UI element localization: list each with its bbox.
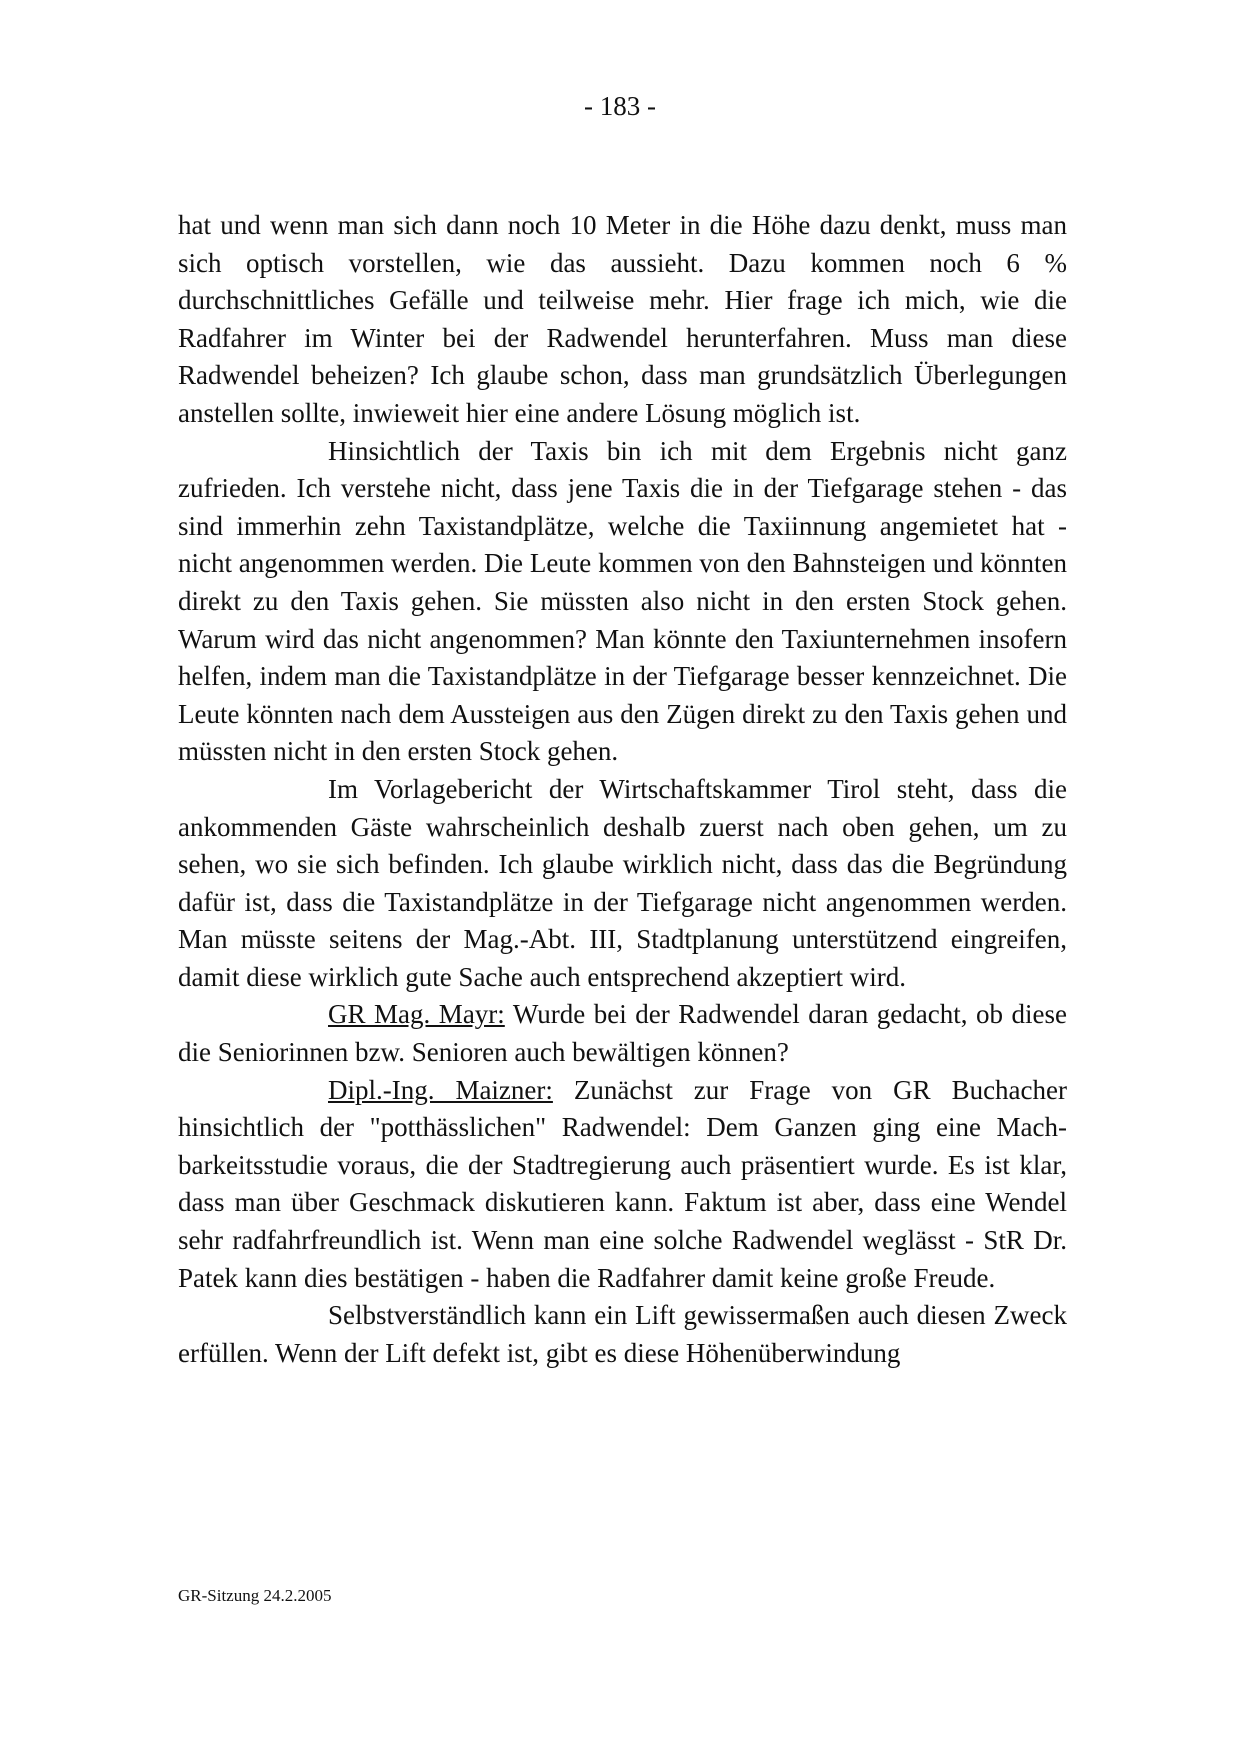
paragraph-maizner (178, 1072, 1067, 1298)
paragraph-lift: Selbstverständlich kann ein Lift gewissermaßen auch diesen Zweck erfüllen. Wenn der Lift defekt ist, gibt es diese Höhenüberwindung (178, 1300, 1067, 1368)
paragraph-continuation: hat und wenn man sich dann noch 10 Meter in die Höhe dazu denkt, muss man sich optisch vorstellen, wie das aussieht. Dazu kommen noch 6 % durchschnittliches Gefälle und teilweise mehr. Hier frage ich mich, wie die Radfahrer im Winter bei der Radwendel herunterfahren. Muss man diese Radwendel beheizen? Ich glaube schon, dass man grundsätzlich Überlegungen anstellen sollte, inwieweit hier eine andere Lösung möglich ist. (178, 210, 1067, 428)
document-body (178, 207, 1067, 1372)
page-number: - 183 - (584, 91, 656, 121)
paragraph-wirtschaftskammer: Im Vorlagebericht der Wirtschaftskammer Tirol steht, dass die ankommenden Gäste wahrscheinlich deshalb zuerst nach oben gehen, um zu sehen, wo sie sich befinden. Ich glaube wirklich nicht, dass das die Begründung dafür ist, dass die Taxistandplätze in der Tiefgarage nicht angenommen werden. Man müsste seitens der Mag.-Abt. III, Stadtplanung unterstützend eingreifen, damit diese wirklich gute Sache auch entsprechend akzeptiert wird. (178, 773, 1067, 992)
footer-session-label: GR-Sitzung 24.2.2005 (178, 1586, 332, 1605)
paragraph-taxis: Hinsichtlich der Taxis bin ich mit dem Ergebnis nicht ganz zufrieden. Ich verstehe nicht, dass jene Taxis die in der Tiefgarage stehen - das sind immerhin zehn Taxistandplätze, welche die Taxiinnung angemietet hat - nicht angenommen werden. Die Leute kommen von den Bahnsteigen und könnten direkt zu den Taxis gehen. Sie müssten also nicht in den ersten Stock gehen. Warum wird das nicht angenommen? Man könnte den Taxiunternehmen insofern helfen, indem man die Taxistandplätze in der Tiefgarage besser kennzeichnet. Die Leute könnten nach dem Aussteigen aus den Zügen direkt zu den Taxis gehen und müssten nicht in den ersten Stock gehen. (178, 435, 1067, 767)
speech-text: Wurde bei der Radwendel daran gedacht, ob diese die Seniorinnen bzw. Senioren auch bewältigen können? (178, 999, 1067, 1068)
speaker-name: GR Mag. Mayr: (328, 999, 505, 1030)
paragraph-mayr (178, 996, 1067, 1071)
speaker-name: Dipl.-Ing. Maizner: (328, 1074, 553, 1105)
speech-text: Zunächst zur Frage von GR Buchacher hinsichtlich der "potthässlichen" Radwendel: Dem Ganzen ging eine Machbarkeitsstudie voraus, die der Stadtregierung auch präsentiert wurde. Es ist klar, dass man über Geschmack diskutieren kann. Faktum ist aber, dass eine Wendel sehr radfahrfreundlich ist. Wenn man eine solche Radwendel weglässt - StR Dr. Patek kann dies bestätigen - haben die Radfahrer damit keine große Freude. (178, 1074, 1068, 1293)
